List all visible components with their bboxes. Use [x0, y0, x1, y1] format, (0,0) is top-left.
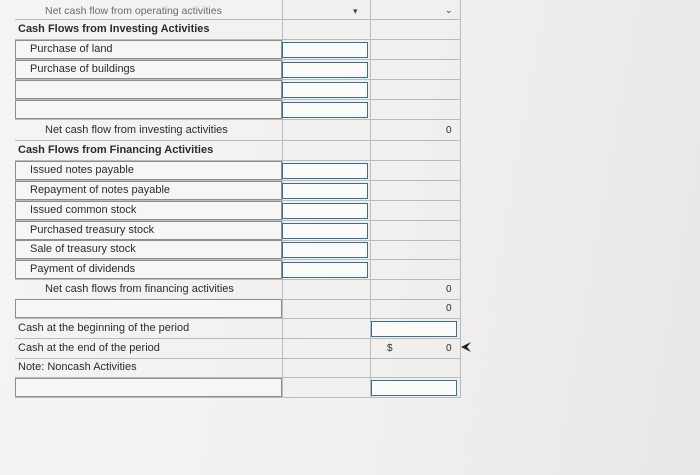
- line-item-select[interactable]: [15, 100, 282, 119]
- table-row: [15, 60, 461, 80]
- amount-input[interactable]: [282, 163, 368, 179]
- table-row: [15, 161, 461, 181]
- amount-input[interactable]: [282, 42, 368, 58]
- table-row: [15, 121, 461, 141]
- table-row: [15, 0, 461, 20]
- table-row: [15, 299, 461, 319]
- financing-header: Cash Flows from Financing Activities: [18, 144, 214, 157]
- amount-input[interactable]: [282, 102, 368, 118]
- line-item-select[interactable]: [15, 378, 282, 397]
- table-row: [15, 100, 461, 120]
- line-item-label: Repayment of notes payable: [30, 184, 171, 197]
- table-row: [15, 201, 461, 221]
- amount-input[interactable]: [282, 183, 368, 199]
- amount-input[interactable]: [282, 62, 368, 78]
- line-item-select[interactable]: [15, 299, 282, 318]
- investing-net-label: Net cash flow from investing activities: [45, 124, 228, 137]
- table-row: [15, 181, 461, 201]
- line-item-label: Payment of dividends: [30, 263, 136, 276]
- table-row: [15, 221, 461, 241]
- table-row: [15, 141, 461, 161]
- table-row: [15, 319, 461, 339]
- table-row: [15, 260, 461, 280]
- table-row: [15, 20, 461, 40]
- line-item-label: Purchased treasury stock: [30, 224, 155, 237]
- operating-net-label: Net cash flow from operating activities: [45, 4, 222, 17]
- cash-begin-input[interactable]: [371, 321, 457, 337]
- amount-input[interactable]: [282, 242, 368, 258]
- chevron-down-icon[interactable]: ▾: [353, 6, 358, 16]
- amount-input[interactable]: [282, 82, 368, 98]
- table-row: [15, 339, 461, 359]
- table-row: [15, 40, 461, 60]
- table-row: [15, 240, 461, 260]
- table-row: [15, 280, 461, 300]
- table-row: [15, 80, 461, 100]
- cash-end-value: 0: [446, 342, 452, 354]
- financing-net-label: Net cash flows from financing activities: [45, 283, 234, 296]
- amount-input[interactable]: [282, 262, 368, 278]
- line-item-label: Issued common stock: [30, 204, 137, 217]
- mouse-cursor-icon: [459, 340, 473, 354]
- line-item-label: Purchase of land: [30, 43, 113, 56]
- amount-input[interactable]: [282, 223, 368, 239]
- note-label: Note: Noncash Activities: [18, 361, 137, 374]
- table-row: [15, 378, 461, 398]
- line-item-label: Purchase of buildings: [30, 63, 136, 76]
- investing-net-value: 0: [446, 124, 452, 136]
- line-item-select[interactable]: [15, 80, 282, 99]
- cash-end-label: Cash at the end of the period: [18, 342, 160, 355]
- net-change-value: 0: [446, 302, 452, 314]
- cash-begin-label: Cash at the beginning of the period: [18, 322, 190, 335]
- chevron-down-icon[interactable]: ⌄: [445, 5, 453, 15]
- investing-header: Cash Flows from Investing Activities: [18, 23, 210, 36]
- amount-input[interactable]: [282, 203, 368, 219]
- table-row: [15, 358, 461, 378]
- line-item-label: Sale of treasury stock: [30, 243, 136, 256]
- amount-input[interactable]: [371, 380, 457, 396]
- currency-symbol: $: [387, 342, 393, 354]
- line-item-label: Issued notes payable: [30, 164, 134, 177]
- financing-net-value: 0: [446, 283, 452, 295]
